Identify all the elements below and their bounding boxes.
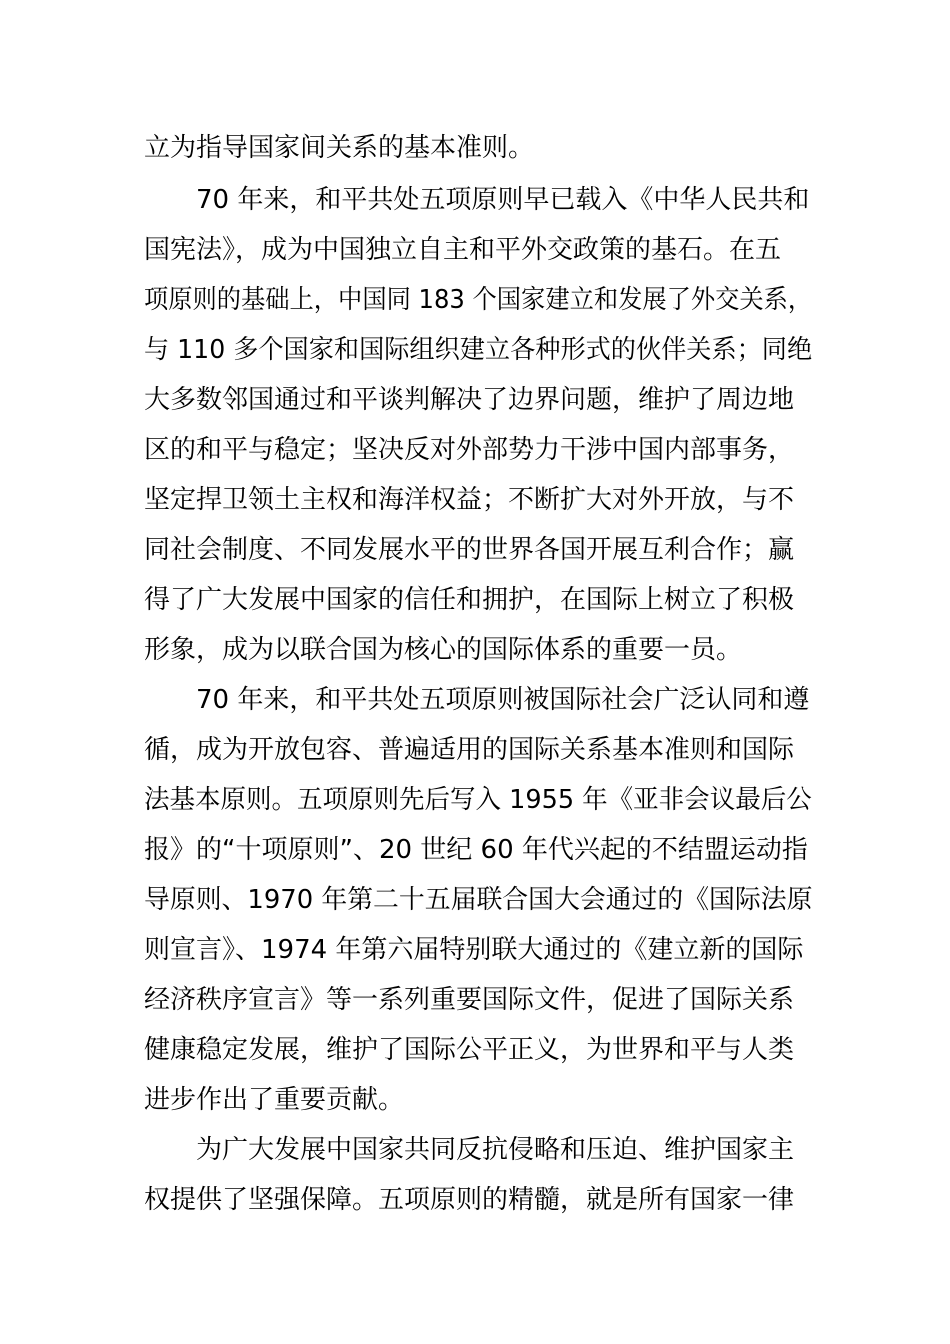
text-line: 为广大发展中国家共同反抗侵略和压迫、维护国家主 (196, 1135, 795, 1165)
text-line: 70 年来，和平共处五项原则早已载入《中华人民共和 (196, 185, 810, 215)
text-line: 项原则的基础上，中国同 183 个国家建立和发展了外交关系， (144, 285, 813, 315)
text-line: 70 年来，和平共处五项原则被国际社会广泛认同和遵 (196, 685, 810, 715)
text-line: 经济秩序宣言》等一系列重要国际文件，促进了国际关系 (144, 985, 795, 1015)
text-line: 同社会制度、不同发展水平的世界各国开展互利合作；赢 (144, 535, 795, 565)
text-line: 立为指导国家间关系的基本准则。 (144, 133, 535, 163)
text-line: 循，成为开放包容、普遍适用的国际关系基本准则和国际 (144, 735, 795, 765)
text-line: 大多数邻国通过和平谈判解决了边界问题，维护了周边地 (144, 385, 795, 415)
text-line: 进步作出了重要贡献。 (144, 1085, 405, 1115)
text-line: 坚定捍卫领土主权和海洋权益；不断扩大对外开放，与不 (144, 485, 795, 515)
text-line: 与 110 多个国家和国际组织建立各种形式的伙伴关系；同绝 (144, 335, 813, 365)
text-line: 得了广大发展中国家的信任和拥护，在国际上树立了积极 (144, 585, 795, 615)
text-line: 形象，成为以联合国为核心的国际体系的重要一员。 (144, 635, 743, 665)
text-line: 则宣言》、1974 年第六届特别联大通过的《建立新的国际 (144, 935, 804, 965)
text-line: 法基本原则。五项原则先后写入 1955 年《亚非会议最后公 (144, 785, 812, 815)
text-line: 报》的“十项原则”、20 世纪 60 年代兴起的不结盟运动指 (144, 835, 808, 865)
text-line: 区的和平与稳定；坚决反对外部势力干涉中国内部事务， (144, 435, 795, 465)
text-line: 健康稳定发展，维护了国际公平正义，为世界和平与人类 (144, 1035, 795, 1065)
text-line: 权提供了坚强保障。五项原则的精髓，就是所有国家一律 (144, 1185, 795, 1215)
text-line: 导原则、1970 年第二十五届联合国大会通过的《国际法原 (144, 885, 813, 915)
text-line: 国宪法》，成为中国独立自主和平外交政策的基石。在五 (144, 235, 782, 265)
